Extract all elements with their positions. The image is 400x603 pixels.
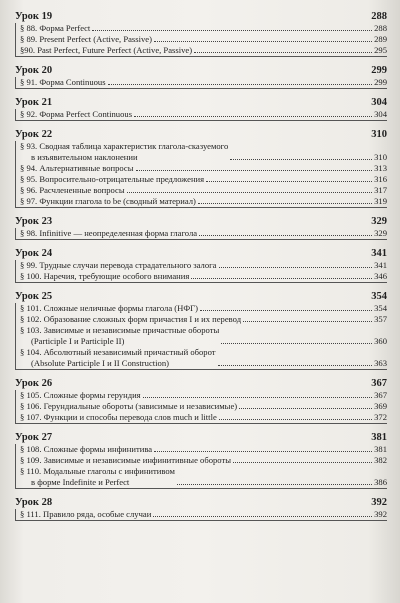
- lesson-page-number: 310: [371, 129, 387, 140]
- lesson-heading: [15, 290, 387, 303]
- toc-entry: [20, 23, 387, 34]
- entry-page-number: 360: [374, 336, 387, 346]
- lesson-title: Урок 23: [15, 216, 53, 227]
- entry-page-number: 316: [374, 174, 387, 184]
- toc-entry: [20, 174, 387, 185]
- lesson-page-number: 354: [371, 291, 387, 302]
- lesson-title: Урок 21: [15, 97, 53, 108]
- lesson-block: [15, 290, 387, 370]
- entry-text: [20, 260, 217, 271]
- lesson-entries: [15, 390, 387, 424]
- entry-title: § 97. Функции глагола to be (сводный материал): [20, 196, 196, 206]
- toc-entry: [20, 196, 387, 207]
- entry-title: § 110. Модальные глаголы с инфинитивом: [20, 466, 175, 476]
- dot-leader: [230, 159, 372, 160]
- entry-text: [20, 401, 237, 412]
- entry-page-number: 367: [374, 390, 387, 400]
- entry-text: [20, 196, 196, 207]
- toc-entry: [20, 109, 387, 120]
- entry-title: § 105. Сложные формы герундия: [20, 390, 141, 400]
- lesson-title: Урок 24: [15, 248, 53, 259]
- toc-entry: [20, 77, 387, 88]
- entry-page-number: 354: [374, 303, 387, 313]
- toc-entry: [20, 185, 387, 196]
- entry-page-number: 341: [374, 260, 387, 270]
- entry-title: § 98. Infinitive — неопределенная форма глагола: [20, 228, 198, 238]
- entry-page-number: 386: [374, 477, 387, 487]
- entry-text: [20, 109, 132, 120]
- lesson-heading: [15, 215, 387, 228]
- dot-leader: [177, 484, 372, 485]
- entry-title: § 99. Трудные случаи перевода страдательного залога: [20, 260, 217, 270]
- toc-entry: [20, 509, 387, 520]
- entry-page-number: 329: [374, 228, 387, 238]
- entry-page-number: 317: [374, 185, 387, 195]
- entry-text: [20, 325, 219, 347]
- entry-text: [20, 303, 198, 314]
- entry-title: § 102. Образование сложных форм причастия I и их перевод: [20, 314, 242, 324]
- entry-page-number: 288: [374, 23, 387, 33]
- entry-title: § 103. Зависимые и независимые причастные обороты: [20, 325, 220, 335]
- entry-page-number: 357: [374, 314, 387, 324]
- dot-leader: [143, 397, 372, 398]
- entry-title: § 101. Сложные неличные формы глагола (НФГ): [20, 303, 198, 313]
- dot-leader: [153, 516, 372, 517]
- toc-entry: [20, 325, 387, 347]
- entry-page-number: 392: [374, 509, 387, 519]
- entry-title: § 91. Форма Continuous: [20, 77, 106, 87]
- lesson-heading: [15, 128, 387, 141]
- entry-text: [20, 77, 106, 88]
- lesson-entries: [15, 228, 387, 240]
- toc-entry: [20, 45, 387, 56]
- entry-title-continued: (Participle I и Participle II): [31, 336, 125, 346]
- lesson-block: [15, 128, 387, 208]
- lesson-heading: [15, 247, 387, 260]
- entry-title: § 93. Сводная таблица характеристик глагола-сказуемого: [20, 141, 229, 151]
- entry-text: [20, 34, 152, 45]
- entry-page-number: 381: [374, 444, 387, 454]
- lesson-entries: [15, 444, 387, 489]
- entry-title: § 96. Расчлененные вопросы: [20, 185, 125, 195]
- toc-entry: [20, 412, 387, 423]
- entry-title: § 94. Альтернативные вопросы: [20, 163, 134, 173]
- entry-title: § 106. Герундиальные обороты (зависимые и независимые): [20, 401, 238, 411]
- lesson-block: [15, 64, 387, 89]
- dot-leader: [108, 84, 373, 85]
- dot-leader: [219, 267, 373, 268]
- lesson-page-number: 329: [371, 216, 387, 227]
- entry-page-number: 310: [374, 152, 387, 162]
- entry-text: [20, 444, 152, 455]
- lesson-heading: [15, 377, 387, 390]
- lesson-page-number: 367: [371, 378, 387, 389]
- dot-leader: [134, 116, 372, 117]
- toc-entry: [20, 228, 387, 239]
- toc-entry: [20, 260, 387, 271]
- dot-leader: [239, 408, 372, 409]
- dot-leader: [154, 41, 372, 42]
- dot-leader: [219, 419, 372, 420]
- lesson-title: Урок 19: [15, 11, 53, 22]
- entry-text: [20, 45, 192, 56]
- toc-entry: [20, 271, 387, 282]
- lesson-block: [15, 10, 387, 57]
- entry-title: § 92. Форма Perfect Continuous: [20, 109, 133, 119]
- dot-leader: [200, 310, 372, 311]
- entry-text: [20, 185, 125, 196]
- toc-entry: [20, 444, 387, 455]
- lesson-title: Урок 25: [15, 291, 53, 302]
- entry-text: [20, 412, 217, 423]
- entry-text: [20, 163, 134, 174]
- lesson-block: [15, 431, 387, 489]
- entry-title: § 111. Правило ряда, особые случаи: [20, 509, 152, 519]
- dot-leader: [233, 462, 372, 463]
- toc-entry: [20, 163, 387, 174]
- dot-leader: [198, 203, 372, 204]
- entry-title: § 109. Зависимые и независимые инфинитивные обороты: [20, 455, 232, 465]
- lesson-block: [15, 96, 387, 121]
- lesson-heading: [15, 64, 387, 77]
- entry-title-continued: в изъявительном наклонении: [31, 152, 138, 162]
- dot-leader: [199, 235, 372, 236]
- lesson-heading: [15, 496, 387, 509]
- lesson-title: Урок 22: [15, 129, 53, 140]
- entry-title: § 108. Сложные формы инфинитива: [20, 444, 153, 454]
- lesson-entries: [15, 109, 387, 121]
- entry-text: [20, 509, 151, 520]
- lesson-block: [15, 377, 387, 424]
- dot-leader: [136, 170, 373, 171]
- lesson-title: Урок 26: [15, 378, 53, 389]
- entry-page-number: 299: [374, 77, 387, 87]
- lesson-heading: [15, 96, 387, 109]
- toc-entry: [20, 141, 387, 163]
- lesson-block: [15, 496, 387, 521]
- lesson-title: Урок 27: [15, 432, 53, 443]
- lesson-heading: [15, 431, 387, 444]
- lesson-block: [15, 247, 387, 283]
- entry-title-continued: в форме Indefinite и Perfect: [31, 477, 130, 487]
- entry-page-number: 372: [374, 412, 387, 422]
- toc-entry: [20, 303, 387, 314]
- entry-title: § 89. Present Perfect (Active, Passive): [20, 34, 152, 44]
- dot-leader: [92, 30, 372, 31]
- toc-entry: [20, 347, 387, 369]
- entry-title: §90. Past Perfect, Future Perfect (Active, Passive): [20, 45, 193, 55]
- table-of-contents: [15, 10, 387, 528]
- toc-entry: [20, 466, 387, 488]
- lesson-title: Урок 20: [15, 65, 53, 76]
- dot-leader: [191, 278, 372, 279]
- entry-text: [20, 390, 141, 401]
- lesson-block: [15, 215, 387, 240]
- toc-entry: [20, 390, 387, 401]
- entry-text: [20, 466, 175, 488]
- dot-leader: [206, 181, 372, 182]
- lesson-page-number: 288: [371, 11, 387, 22]
- entry-text: [20, 271, 189, 282]
- entry-page-number: 369: [374, 401, 387, 411]
- lesson-page-number: 341: [371, 248, 387, 259]
- entry-page-number: 304: [374, 109, 387, 119]
- lesson-entries: [15, 260, 387, 283]
- entry-page-number: 382: [374, 455, 387, 465]
- entry-title: § 100. Наречия, требующие особого внимания: [20, 271, 190, 281]
- toc-entry: [20, 455, 387, 466]
- dot-leader: [243, 321, 372, 322]
- entry-page-number: 295: [374, 45, 387, 55]
- entry-page-number: 363: [374, 358, 387, 368]
- entry-title: § 88. Форма Perfect: [20, 23, 91, 33]
- entry-title: § 104. Абсолютный независимый причастный оборот: [20, 347, 216, 357]
- entry-title-continued: (Absolute Participle I и II Construction): [31, 358, 170, 368]
- entry-text: [20, 141, 228, 163]
- lesson-page-number: 381: [371, 432, 387, 443]
- entry-page-number: 289: [374, 34, 387, 44]
- entry-title: § 95. Вопросительно-отрицательные предложения: [20, 174, 205, 184]
- dot-leader: [221, 343, 372, 344]
- entry-page-number: 313: [374, 163, 387, 173]
- entry-page-number: 319: [374, 196, 387, 206]
- dot-leader: [218, 365, 373, 366]
- entry-title: § 107. Функции и способы перевода слов much и little: [20, 412, 217, 422]
- dot-leader: [194, 52, 372, 53]
- entry-text: [20, 228, 197, 239]
- entry-text: [20, 23, 90, 34]
- entry-text: [20, 347, 216, 369]
- toc-entry: [20, 314, 387, 325]
- entry-text: [20, 174, 204, 185]
- lesson-page-number: 299: [371, 65, 387, 76]
- entry-page-number: 346: [374, 271, 387, 281]
- lesson-entries: [15, 23, 387, 57]
- toc-entry: [20, 34, 387, 45]
- dot-leader: [154, 451, 372, 452]
- entry-text: [20, 455, 231, 466]
- lesson-entries: [15, 77, 387, 89]
- entry-text: [20, 314, 241, 325]
- lesson-heading: [15, 10, 387, 23]
- lesson-entries: [15, 509, 387, 521]
- toc-entry: [20, 401, 387, 412]
- lesson-page-number: 304: [371, 97, 387, 108]
- lesson-entries: [15, 303, 387, 370]
- lesson-title: Урок 28: [15, 497, 53, 508]
- lesson-page-number: 392: [371, 497, 387, 508]
- lesson-entries: [15, 141, 387, 208]
- dot-leader: [127, 192, 372, 193]
